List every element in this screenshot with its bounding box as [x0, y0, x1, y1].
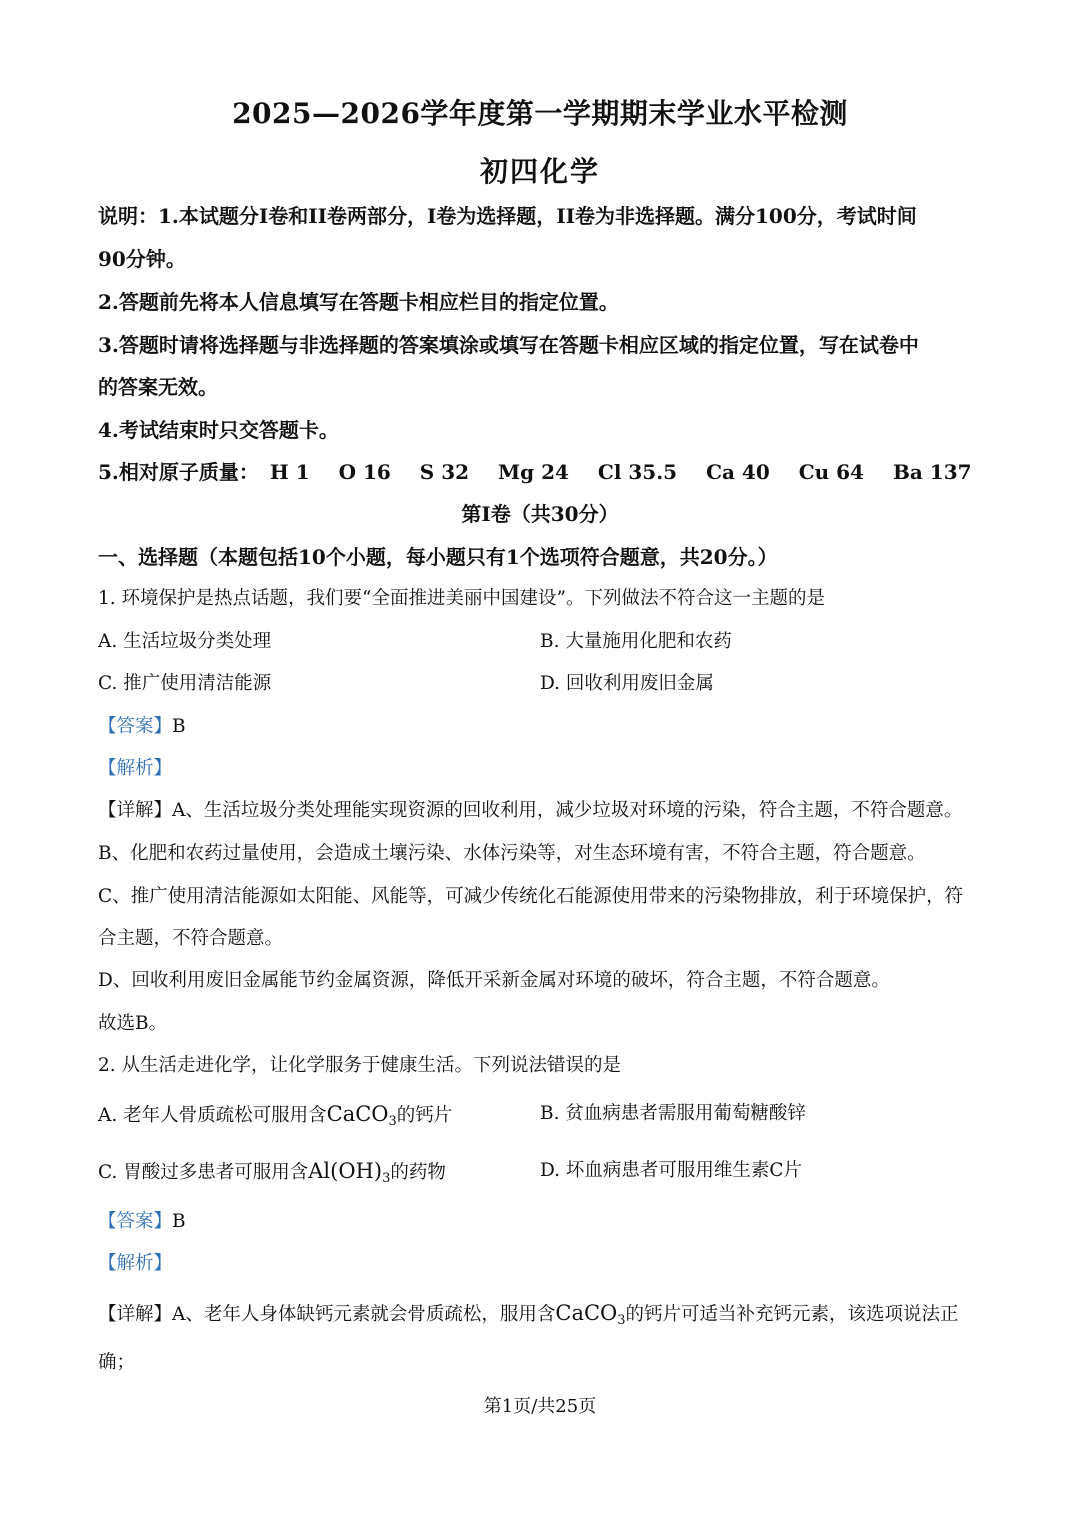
q1-conclusion: 故选B。 [98, 1013, 168, 1034]
q2-answer [98, 1208, 988, 1236]
q2-stem: 2. 从生活走进化学，让化学服务于健康生活。下列说法错误的是 [98, 1055, 622, 1076]
q1-detail-c-cont: 合主题，不符合题意。 [98, 928, 284, 949]
q2-option-a-subscript: 3 [388, 1114, 397, 1129]
q2-option-a-text: A. 老年人骨质疏松可服用含 [98, 1105, 327, 1126]
q2-options-row-2 [98, 1157, 988, 1193]
q1-detail-a [98, 797, 988, 825]
page-title: 2025—2026学年度第一学期期末学业水平检测 [232, 97, 848, 130]
q2-detail-a-cont: 确； [98, 1352, 136, 1373]
atomic-mass-item: Ca 40 [706, 460, 770, 484]
q1-answer-tag: 【答案】 [98, 716, 173, 737]
q1-option-b: B. 大量施用化肥和农药 [540, 631, 732, 652]
instruction-line-1-cont: 90分钟。 [98, 247, 186, 271]
atomic-mass-item: Cu 64 [798, 460, 864, 484]
q1-option-c: C. 推广使用清洁能源 [98, 673, 272, 694]
page-subtitle: 初四化学 [479, 155, 600, 188]
q2-option-c-text: C. 胃酸过多患者可服用含 [98, 1162, 309, 1183]
q2-detail-tag: 【详解】 [98, 1304, 173, 1325]
q1-answer-value: B [172, 716, 186, 737]
q1-option-a: A. 生活垃圾分类处理 [98, 631, 272, 652]
q1-stem: 1. 环境保护是热点话题，我们要“全面推进美丽中国建设”。下列做法不符合这一主题的是 [98, 588, 825, 609]
q1-detail-c: C、推广使用清洁能源如太阳能、风能等，可减少传统化石能源使用带来的污染物排放，利于环境保护，符 [98, 886, 964, 907]
atomic-mass-item: Mg 24 [498, 460, 569, 484]
q1-answer [98, 713, 988, 741]
q1-detail-b: B、化肥和农药过量使用，会造成土壤污染、水体污染等，对生态环境有害，不符合主题，符合题意。 [98, 843, 926, 864]
q2-option-c-suffix: 的药物 [390, 1162, 446, 1183]
q2-option-c-formula: Al(OH) [308, 1159, 383, 1183]
q2-option-c [98, 1159, 446, 1186]
q2-detail-a-suffix: 的钙片可适当补充钙元素，该选项说法正 [625, 1304, 959, 1325]
q2-answer-value: B [172, 1211, 186, 1232]
q2-option-a [98, 1102, 453, 1129]
q1-detail-d: D、回收利用废旧金属能节约金属资源，降低开采新金属对环境的破坏，符合主题，不符合题意。 [98, 970, 890, 991]
q2-detail-a-subscript: 3 [617, 1313, 626, 1328]
instruction-line-3: 3.答题时请将选择题与非选择题的答案填涂或填写在答题卡相应区域的指定位置，写在试卷中 [98, 333, 919, 357]
atomic-mass-item: Cl 35.5 [597, 460, 678, 484]
page-number: 第1页/共25页 [483, 1396, 597, 1417]
q2-analysis-tag: 【解析】 [98, 1253, 173, 1274]
atomic-mass-item: Ba 137 [892, 460, 972, 484]
q2-option-c-subscript: 3 [382, 1171, 391, 1186]
instruction-line-4: 4.考试结束时只交答题卡。 [98, 418, 339, 442]
q2-options-row-1 [98, 1100, 988, 1136]
q1-options-row-1 [98, 628, 988, 656]
instruction-line-1: 说明：1.本试题分I卷和II卷两部分，I卷为选择题，II卷为非选择题。满分100分，考试时间 [98, 204, 917, 228]
q2-option-a-suffix: 的钙片 [396, 1105, 453, 1126]
q1-option-d: D. 回收利用废旧金属 [540, 673, 714, 694]
q2-detail-a-text: A、老年人身体缺钙元素就会骨质疏松，服用含 [172, 1304, 556, 1325]
q2-detail-a [98, 1299, 988, 1335]
atomic-mass-label: 5.相对原子质量： [98, 460, 259, 484]
atomic-mass-item: H 1 [269, 460, 310, 484]
q2-option-a-formula: CaCO [326, 1102, 389, 1126]
atomic-mass-item: S 32 [419, 460, 470, 484]
part-title: 一、选择题（本题包括10个小题，每小题只有1个选项符合题意，共20分。） [98, 545, 778, 569]
instruction-line-2: 2.答题前先将本人信息填写在答题卡相应栏目的指定位置。 [98, 290, 619, 314]
atomic-mass-line [98, 458, 988, 486]
volume-title: 第I卷（共30分） [461, 502, 619, 526]
q2-answer-tag: 【答案】 [98, 1211, 173, 1232]
q2-option-d: D. 坏血病患者可服用维生素C片 [540, 1160, 803, 1181]
instruction-line-3-cont: 的答案无效。 [98, 375, 218, 399]
q1-options-row-2 [98, 670, 988, 698]
q2-detail-a-formula: CaCO [555, 1301, 618, 1325]
q1-detail-a-text: A、生活垃圾分类处理能实现资源的回收利用，减少垃圾对环境的污染，符合主题，不符合题意。 [172, 800, 963, 821]
q2-option-b: B. 贫血病患者需服用葡萄糖酸锌 [540, 1103, 806, 1124]
atomic-mass-item: O 16 [338, 460, 391, 484]
q1-detail-tag: 【详解】 [98, 800, 173, 821]
q1-analysis-tag: 【解析】 [98, 758, 173, 779]
